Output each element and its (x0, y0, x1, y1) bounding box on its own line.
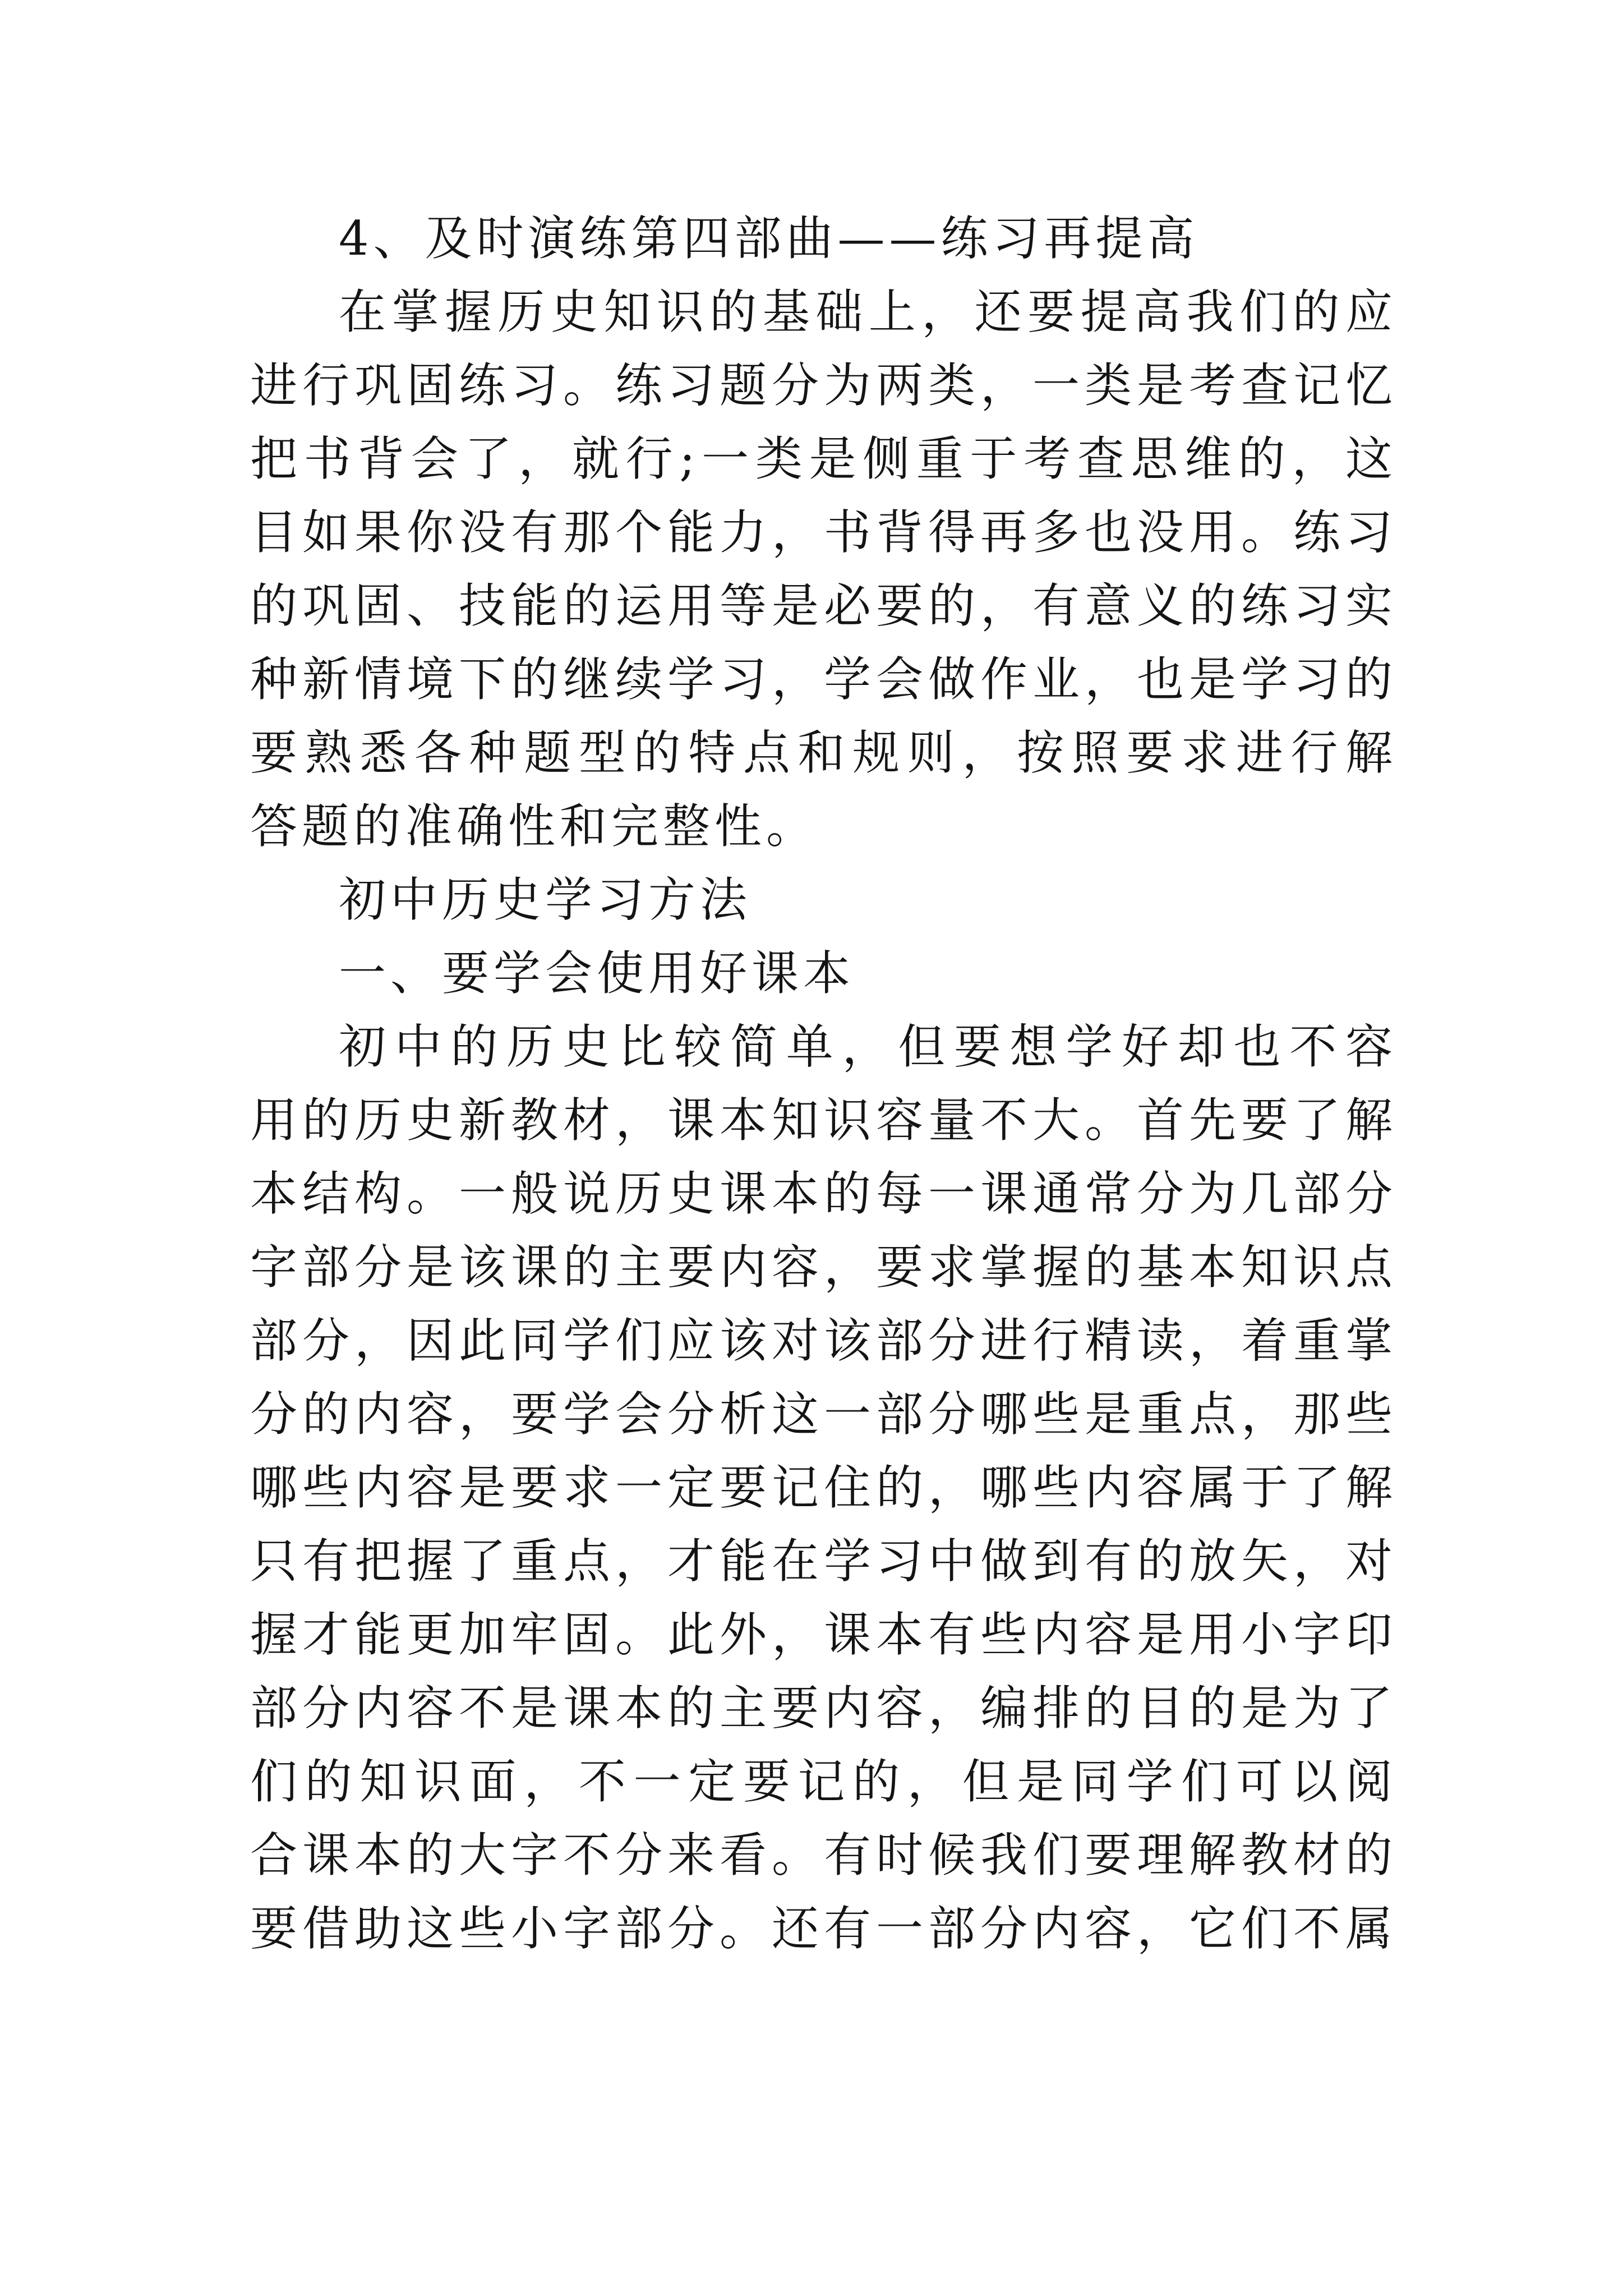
paragraph-line: 进行巩固练习。练习题分为两类，一类是考查记忆 (250, 358, 1397, 413)
section-heading-textbook: 一、要学会使用好课本 (339, 946, 855, 1001)
paragraph-line: 要熟悉各种题型的特点和规则，按照要求进行解 (250, 725, 1397, 780)
paragraph-line: 的巩固、技能的运用等是必要的，有意义的练习实 (250, 578, 1397, 633)
paragraph-line: 把书背会了，就行;一类是侧重于考查思维的，这 (250, 431, 1397, 486)
paragraph-line: 握才能更加牢固。此外，课本有些内容是用小字印 (250, 1607, 1397, 1662)
paragraph-line: 只有把握了重点，才能在学习中做到有的放矢，对 (250, 1534, 1397, 1589)
paragraph-line: 合课本的大字不分来看。有时候我们要理解教材的 (250, 1828, 1397, 1883)
paragraph-line: 用的历史新教材，课本知识容量不大。首先要了解 (250, 1093, 1397, 1148)
document-body (250, 202, 1397, 1966)
paragraph-line: 部分，因此同学们应该对该部分进行精读，着重掌 (250, 1313, 1397, 1368)
paragraph-line: 部分内容不是课本的主要内容，编排的目的是为了 (250, 1681, 1397, 1736)
paragraph-line: 答题的准确性和完整性。 (250, 799, 818, 854)
paragraph-line: 分的内容，要学会分析这一部分哪些是重点，那些 (250, 1387, 1397, 1442)
paragraph-line: 们的知识面，不一定要记的，但是同学们可以阅 (250, 1754, 1397, 1809)
paragraph-line: 种新情境下的继续学习，学会做作业，也是学习的 (250, 652, 1397, 707)
paragraph-line: 要借助这些小字部分。还有一部分内容，它们不属 (250, 1901, 1397, 1956)
paragraph-line: 目如果你没有那个能力，书背得再多也没用。练习 (250, 505, 1397, 560)
paragraph-line: 初中的历史比较简单，但要想学好却也不容 (339, 1019, 1397, 1074)
section-title-study-methods: 初中历史学习方法 (339, 872, 752, 927)
section-heading-practice: 4、及时演练第四部曲——练习再提高 (339, 211, 1199, 266)
paragraph-line: 在掌握历史知识的基础上，还要提高我们的应 (339, 284, 1397, 339)
paragraph-line: 哪些内容是要求一定要记住的，哪些内容属于了解 (250, 1460, 1397, 1515)
paragraph-line: 本结构。一般说历史课本的每一课通常分为几部分 (250, 1166, 1397, 1221)
paragraph-line: 字部分是该课的主要内容，要求掌握的基本知识点 (250, 1240, 1397, 1295)
